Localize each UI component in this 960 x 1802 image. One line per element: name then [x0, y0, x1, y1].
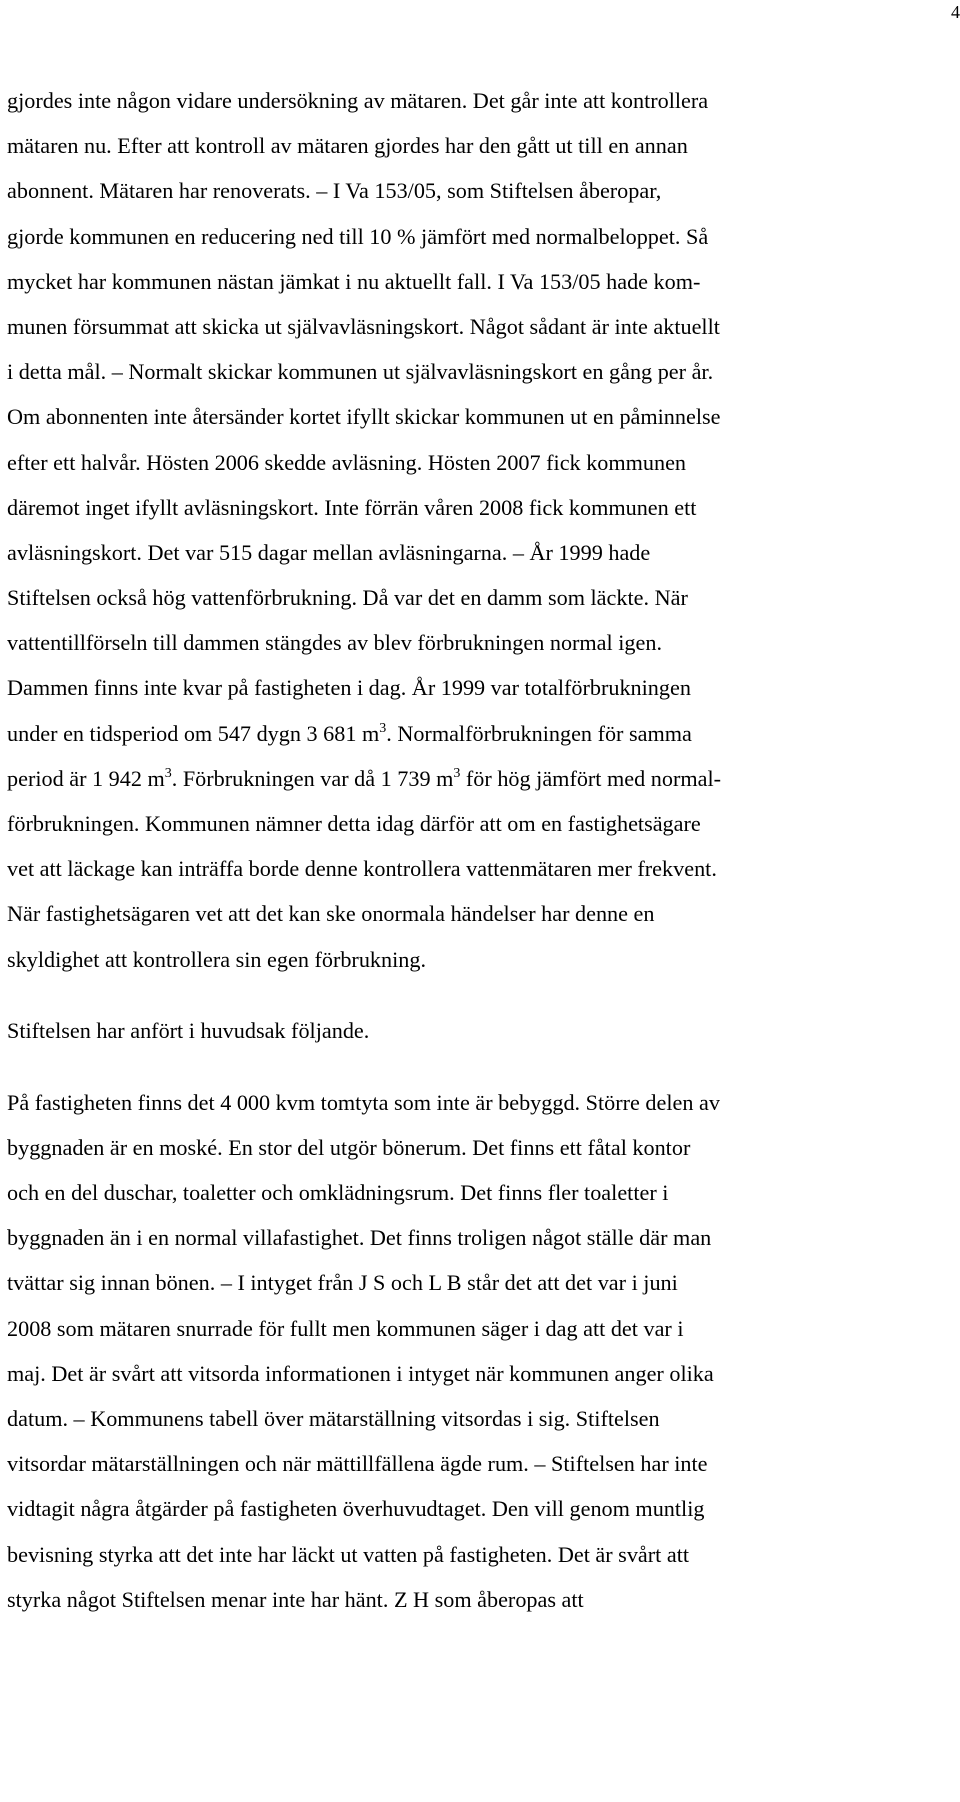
superscript: 3 [379, 720, 387, 736]
text-line: abonnent. Mätaren har renoverats. – I Va 153/05, som Stiftelsen åberopar, [7, 178, 662, 204]
text-line: mycket har kommunen nästan jämkat i nu aktuellt fall. I Va 153/05 hade kom- [7, 268, 701, 294]
text-line: 2008 som mätaren snurrade för fullt men kommunen säger i dag att det var i [7, 1315, 684, 1341]
text-line: i detta mål. – Normalt skickar kommunen ut självavläsningskort en gång per år. [7, 359, 714, 385]
paragraph-spacer [7, 982, 927, 1008]
text-line: avläsningskort. Det var 515 dagar mellan avläsningarna. – År 1999 hade [7, 539, 651, 565]
text-line: Dammen finns inte kvar på fastigheten i dag. År 1999 var totalförbrukningen [7, 675, 691, 701]
text-line: byggnaden än i en normal villafastighet. Det finns troligen något ställe där man [7, 1225, 712, 1251]
text-line: mätaren nu. Efter att kontroll av mätaren gjordes har den gått ut till en annan [7, 133, 688, 159]
text-line: munen försummat att skicka ut självavläsningskort. Något sådant är inte aktuellt [7, 313, 720, 339]
paragraph-3 [7, 1080, 927, 1622]
text-line: Stiftelsen har anfört i huvudsak följande. [7, 1018, 370, 1044]
superscript: 3 [164, 765, 172, 781]
text-line: bevisning styrka att det inte har läckt ut vatten på fastigheten. Det är svårt att [7, 1541, 690, 1567]
text-line: däremot inget ifyllt avläsningskort. Inte förrän våren 2008 fick kommunen ett [7, 494, 697, 520]
text-segment: under en tidsperiod om 547 dygn 3 681 m [7, 720, 380, 746]
text-line: På fastigheten finns det 4 000 kvm tomtyta som inte är bebyggd. Större delen av [7, 1089, 720, 1115]
text-line: vidtagit några åtgärder på fastigheten överhuvudtaget. Den vill genom muntlig [7, 1496, 705, 1522]
text-line: Stiftelsen också hög vattenförbrukning. Då var det en damm som läckte. När [7, 585, 688, 611]
text-line: gjorde kommunen en reducering ned till 10 % jämfört med normalbeloppet. Så [7, 223, 709, 249]
text-line [7, 756, 927, 801]
text-segment: för hög jämfört med normal- [460, 765, 722, 791]
text-segment: . Normalförbrukningen för samma [386, 720, 692, 746]
text-line: byggnaden är en moské. En stor del utgör bönerum. Det finns ett fåtal kontor [7, 1134, 691, 1160]
text-line: förbrukningen. Kommunen nämner detta idag därför att om en fastighetsägare [7, 811, 701, 836]
paragraph-spacer [7, 1053, 927, 1079]
document-body [7, 78, 927, 1622]
text-line: vattentillförseln till dammen stängdes av blev förbrukningen normal igen. [7, 630, 662, 656]
text-line: tvättar sig innan bönen. – I intyget från J S och L B står det att det var i juni [7, 1270, 678, 1296]
paragraph-1 [7, 78, 927, 982]
text-line: efter ett halvår. Hösten 2006 skedde avläsning. Hösten 2007 fick kommunen [7, 449, 687, 475]
paragraph-2 [7, 1008, 927, 1053]
text-line: skyldighet att kontrollera sin egen förbrukning. [7, 946, 427, 972]
text-line: vet att läckage kan inträffa borde denne kontrollera vattenmätaren mer frekvent. [7, 856, 717, 882]
text-line: datum. – Kommunens tabell över mätarställning vitsordas i sig. Stiftelsen [7, 1406, 660, 1432]
text-segment: . Förbrukningen var då 1 739 m [171, 765, 454, 791]
text-line: maj. Det är svårt att vitsorda informationen i intyget när kommunen anger olika [7, 1360, 714, 1386]
superscript: 3 [453, 765, 461, 781]
text-line [7, 711, 927, 756]
text-line: Om abonnenten inte återsänder kortet ifyllt skickar kommunen ut en påminnelse [7, 404, 721, 430]
text-segment: period är 1 942 m [7, 765, 165, 791]
text-line: styrka något Stiftelsen menar inte har hänt. Z H som åberopas att [7, 1586, 584, 1612]
text-line: När fastighetsägaren vet att det kan ske onormala händelser har denne en [7, 901, 655, 927]
text-line: gjordes inte någon vidare undersökning av mätaren. Det går inte att kontrollera [7, 88, 709, 113]
text-line: och en del duschar, toaletter och omklädningsrum. Det finns fler toaletter i [7, 1180, 669, 1206]
text-line: vitsordar mätarställningen och när mättillfällena ägde rum. – Stiftelsen har inte [7, 1451, 708, 1477]
page-number: 4 [951, 2, 960, 22]
